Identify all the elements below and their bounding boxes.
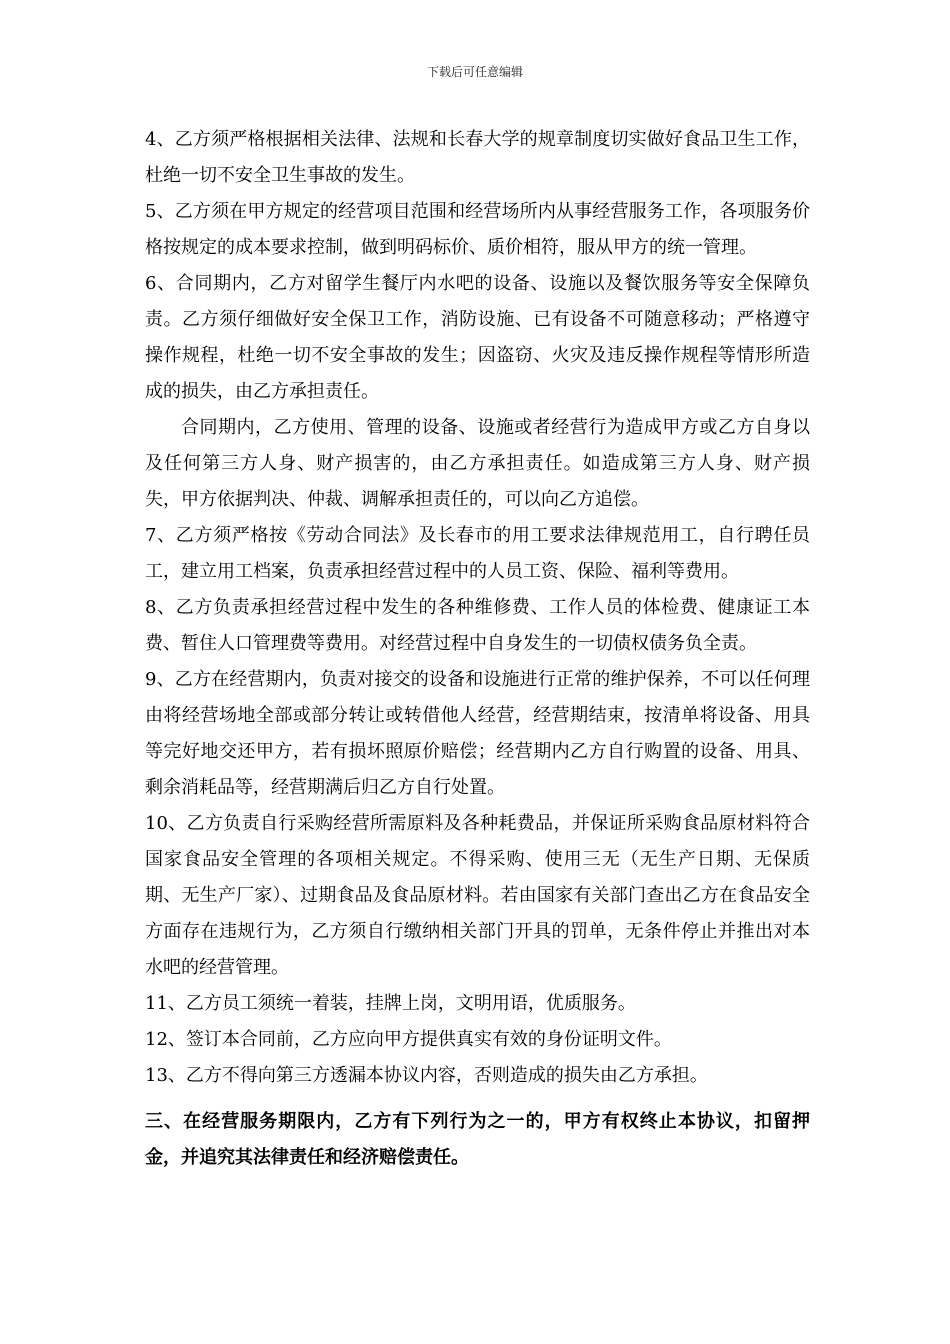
clause-12: 12、签订本合同前，乙方应向甲方提供真实有效的身份证明文件。 — [145, 1029, 672, 1050]
clause-4: 4、乙方须严格根据相关法律、法规和长春大学的规章制度切实做好食品卫生工作，杜绝一切不安全卫生事故的发生。 — [145, 129, 810, 186]
clause-13: 13、乙方不得向第三方透漏本协议内容，否则造成的损失由乙方承担。 — [145, 1065, 708, 1086]
clause-7: 7、乙方须严格按《劳动合同法》及长春市的用工要求法律规范用工，自行聘任员工，建立用工档案，负责承担经营过程中的人员工资、保险、福利等费用。 — [145, 525, 810, 582]
clause-9: 9、乙方在经营期内，负责对接交的设备和设施进行正常的维护保养，不可以任何理由将经营场地全部或部分转让或转借他人经营，经营期结束，按清单将设备、用具等完好地交还甲方，若有损坏照原价赔偿；经营期内乙方自行购置的设备、用具、剩余消耗品等，经营期满后归乙方自行处置。 — [145, 669, 810, 798]
clause-6: 6、合同期内，乙方对留学生餐厅内水吧的设备、设施以及餐饮服务等安全保障负责。乙方须仔细做好安全保卫工作，消防设施、已有设备不可随意移动；严格遵守操作规程，杜绝一切不安全事故的发生；因盗窃、火灾及违反操作规程等情形所造成的损失，由乙方承担责任。 — [145, 273, 810, 402]
section-three-heading: 三、在经营服务期限内，乙方有下列行为之一的，甲方有权终止本协议，扣留押金，并追究其法律责任和经济赔偿责任。 — [145, 1111, 810, 1168]
clause-10: 10、乙方负责自行采购经营所需原料及各种耗费品，并保证所采购食品原材料符合国家食品安全管理的各项相关规定。不得采购、使用三无（无生产日期、无保质期、无生产厂家）、过期食品及食品原材料。若由国家有关部门查出乙方在食品安全方面存在违规行为，乙方须自行缴纳相关部门开具的罚单，无条件停止并推出对本水吧的经营管理。 — [145, 813, 810, 978]
clause-11: 11、乙方员工须统一着装，挂牌上岗，文明用语，优质服务。 — [145, 993, 636, 1014]
document-body — [145, 122, 810, 1176]
clause-8: 8、乙方负责承担经营过程中发生的各种维修费、工作人员的体检费、健康证工本费、暂住人口管理费等费用。对经营过程中自身发生的一切债权债务负全责。 — [145, 597, 810, 654]
page-header: 下载后可任意编辑 — [426, 65, 523, 79]
clause-5: 5、乙方须在甲方规定的经营项目范围和经营场所内从事经营服务工作，各项服务价格按规定的成本要求控制，做到明码标价、质价相符，服从甲方的统一管理。 — [145, 201, 810, 258]
clause-6-continuation: 合同期内，乙方使用、管理的设备、设施或者经营行为造成甲方或乙方自身以及任何第三方人身、财产损害的，由乙方承担责任。如造成第三方人身、财产损失，甲方依据判决、仲裁、调解承担责任的，可以向乙方追偿。 — [145, 417, 810, 510]
